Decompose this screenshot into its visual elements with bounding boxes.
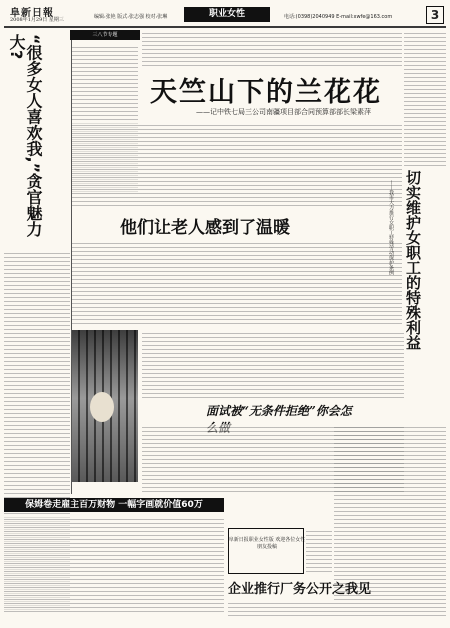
contact-info: 电话:(0398)2040949 E-mail:xwfe@163.com — [284, 14, 393, 20]
article-body — [142, 330, 404, 398]
right-headline-box — [404, 170, 446, 420]
elderly-article-body — [72, 240, 402, 325]
right-headline: 切实维护女职工的特殊利益 — [404, 170, 422, 350]
feature-title: 天竺山下的兰花花 — [150, 77, 382, 108]
person-face — [90, 392, 114, 422]
right-article-body — [404, 30, 446, 166]
right-subtitle: ——我市大力推行女职工特殊劳动保护条例 — [388, 180, 394, 275]
kicker-label: 三八节专题 — [70, 30, 140, 40]
left-headline: “很多女人喜欢我,”贪官魅力大? — [7, 34, 43, 238]
interview-headline: 面试被“无条件拒绝”你会怎 — [206, 404, 352, 418]
article-photo — [72, 330, 138, 482]
nanny-article-body — [4, 516, 224, 612]
promo-box-label: 阜新日报职业女性版 欢迎各位女性朋友投稿 — [228, 537, 306, 550]
article-body — [306, 528, 332, 574]
promo-box — [228, 528, 304, 574]
elderly-headline: 他们让老人感到了温暖 — [120, 218, 290, 238]
feature-body — [72, 122, 402, 208]
issue-date: 2008年1月29日 星期三 — [10, 17, 64, 23]
feature-subtitle: ——记中铁七局三公司南疆项目部合同预算部部长梁素萍 — [196, 108, 371, 116]
masthead: 阜新日報 — [10, 8, 54, 19]
left-headline-box — [8, 34, 66, 244]
nanny-headline: 保姆卷走雇主百万财物 一幅字画就价值60万 — [4, 498, 224, 512]
page-header — [4, 4, 446, 28]
editor-credits: 编辑:张艳 版式:张志强 校对:张琳 — [94, 14, 168, 20]
page-number: 3 — [426, 6, 444, 24]
right-article-body — [334, 424, 446, 600]
section-title: 职业女性 — [184, 7, 270, 22]
article-body — [142, 30, 402, 68]
bottom-article-body — [228, 600, 446, 618]
bottom-headline: 企业推行厂务公开之我见 — [228, 582, 372, 597]
